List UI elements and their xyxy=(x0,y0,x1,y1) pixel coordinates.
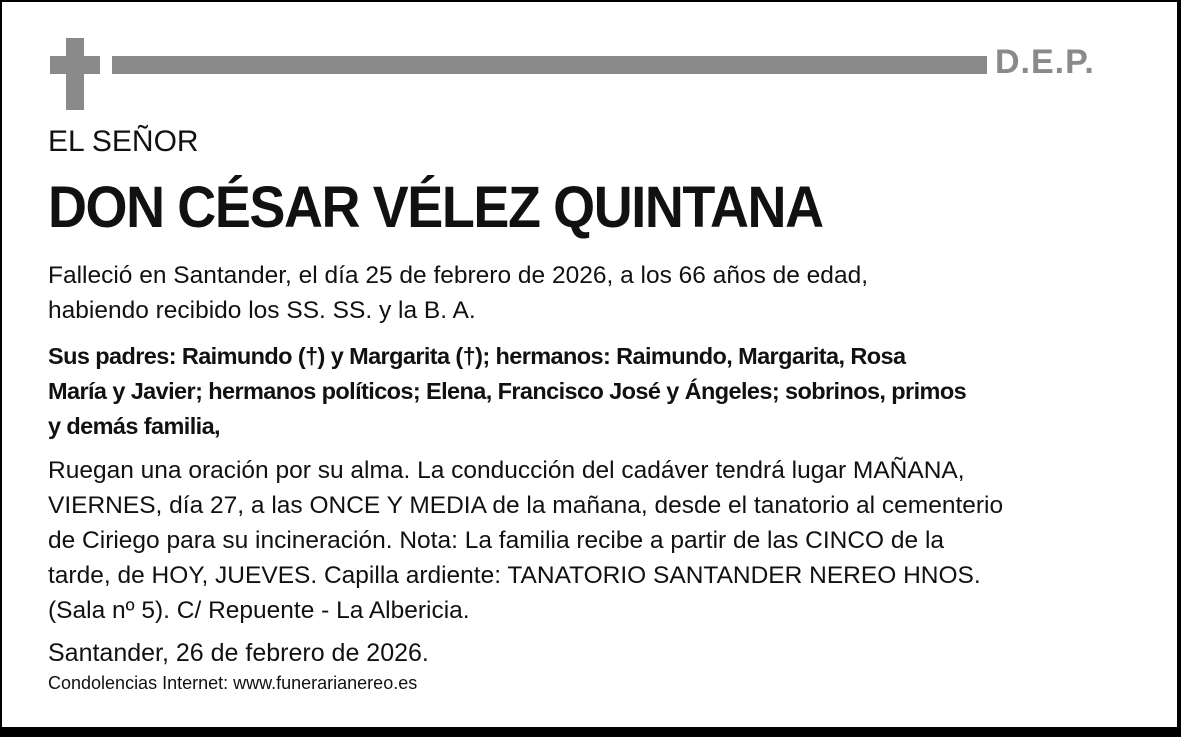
text-line: Ruegan una oración por su alma. La conducción del cadáver tendrá lugar MAÑANA, xyxy=(48,457,965,484)
dep-label: D.E.P. xyxy=(995,43,1095,81)
text-line: (Sala nº 5). C/ Repuente - La Albericia. xyxy=(48,597,470,624)
title: EL SEÑOR xyxy=(48,125,199,158)
family-paragraph xyxy=(48,339,966,444)
text-line: de Ciriego para su incineración. Nota: La familia recibe a partir de las CINCO de la xyxy=(48,527,945,554)
place-date: Santander, 26 de febrero de 2026. xyxy=(48,639,429,667)
text-line: VIERNES, día 27, a las ONCE Y MEDIA de la mañana, desde el tanatorio al cementerio xyxy=(48,492,1004,519)
text-line: María y Javier; hermanos políticos; Elena, Francisco José y Ángeles; sobrinos, primos xyxy=(48,378,967,404)
cross-icon-arm xyxy=(50,56,100,74)
service-paragraph xyxy=(48,453,1003,628)
death-info-paragraph xyxy=(48,258,868,328)
text-line: Sus padres: Raimundo (†) y Margarita (†); hermanos: Raimundo, Margarita, Rosa xyxy=(48,343,906,369)
cross-icon xyxy=(66,38,84,110)
text-line: y demás familia, xyxy=(48,413,220,439)
text-line: tarde, de HOY, JUEVES. Capilla ardiente: TANATORIO SANTANDER NEREO HNOS. xyxy=(48,562,981,589)
death-notice xyxy=(2,2,1177,727)
header-rule xyxy=(112,56,987,74)
condolences-line: Condolencias Internet: www.funerarianereo.es xyxy=(48,673,418,693)
text-line: habiendo recibido los SS. SS. y la B. A. xyxy=(48,297,476,324)
text-line: Falleció en Santander, el día 25 de febrero de 2026, a los 66 años de edad, xyxy=(48,262,868,289)
deceased-name: DON CÉSAR VÉLEZ QUINTANA xyxy=(48,175,823,240)
